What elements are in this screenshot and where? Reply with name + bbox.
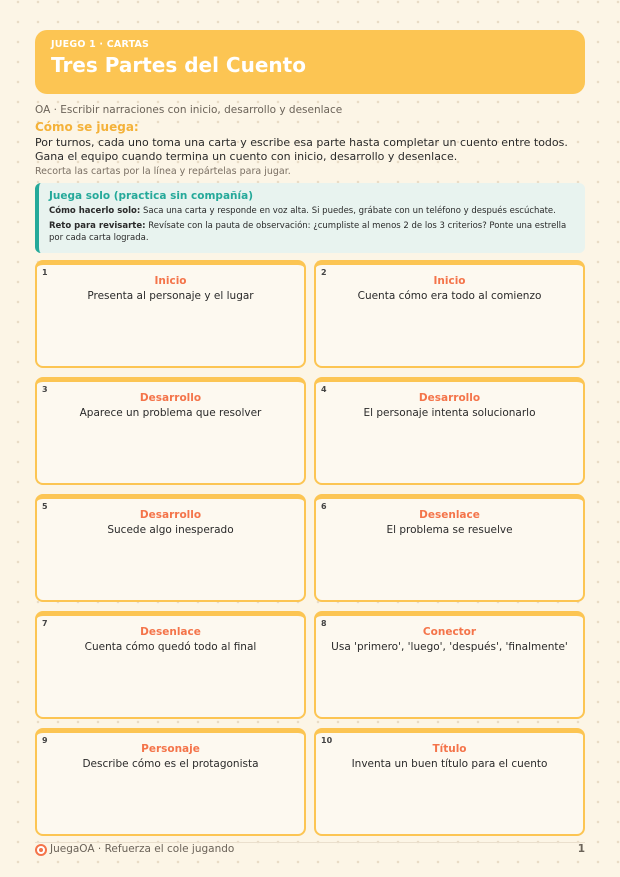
how-to-title: Cómo se juega:: [35, 120, 139, 134]
card-prompt: Cuenta cómo era todo al comienzo: [357, 290, 542, 302]
card-category: Inicio: [433, 275, 466, 287]
solo-how-label: Cómo hacerlo solo:: [49, 206, 141, 216]
card-category: Desarrollo: [139, 509, 202, 521]
solo-check-text: Revísate con la pauta de observación: ¿cumpliste al menos 2 de los 3 criterios? Ponte una estrella por cada carta lograda.: [49, 221, 567, 243]
card-prompt: Inventa un buen título para el cuento: [351, 758, 548, 770]
how-to-text: Por turnos, cada uno toma una carta y escribe esa parte hasta completar un cuento entre todos. Gana el equipo cuando termina un cuento con inicio, desarrollo y desenlace.: [35, 136, 568, 163]
title-banner: [35, 30, 585, 94]
learning-objective: OA · Escribir narraciones con inicio, desarrollo y desenlace: [35, 104, 343, 116]
card-category: Conector: [422, 626, 477, 638]
card-category: Título: [432, 743, 467, 755]
cut-note: Recorta las cartas por la línea y repártelas para jugar.: [35, 166, 291, 177]
story-card: [314, 728, 585, 836]
card-category: Desenlace: [140, 626, 201, 638]
solo-how: [49, 205, 575, 217]
story-card: [314, 260, 585, 368]
page-title: Tres Partes del Cuento: [51, 53, 306, 77]
card-category: Desarrollo: [418, 392, 481, 404]
story-card: [314, 494, 585, 602]
story-card: [35, 611, 306, 719]
card-prompt: El problema se resuelve: [386, 524, 513, 536]
card-number: 8: [321, 619, 327, 628]
card-prompt: Cuenta cómo quedó todo al final: [84, 641, 257, 653]
game-kicker: JUEGO 1 · CARTAS: [51, 39, 150, 50]
card-number: 5: [42, 502, 48, 511]
solo-title: Juega solo (practica sin compañía): [49, 190, 253, 202]
card-category: Desenlace: [419, 509, 480, 521]
story-card: [35, 260, 306, 368]
card-prompt: Usa 'primero', 'luego', 'después', 'finalmente': [331, 641, 568, 653]
page-number: 1: [577, 843, 585, 855]
card-category: Desarrollo: [139, 392, 202, 404]
card-prompt: Sucede algo inesperado: [107, 524, 234, 536]
card-number: 10: [321, 736, 333, 745]
target-icon: [35, 844, 47, 856]
card-number: 7: [42, 619, 48, 628]
solo-check: [49, 220, 575, 244]
card-category: Inicio: [154, 275, 187, 287]
solo-play-box: [35, 183, 585, 253]
card-prompt: Aparece un problema que resolver: [79, 407, 262, 419]
card-prompt: Describe cómo es el protagonista: [82, 758, 259, 770]
card-category: Personaje: [141, 743, 200, 755]
card-number: 6: [321, 502, 327, 511]
card-number: 3: [42, 385, 48, 394]
story-card: [35, 494, 306, 602]
story-card: [35, 728, 306, 836]
footer-brand: JuegaOA · Refuerza el cole jugando: [50, 843, 235, 855]
solo-how-text: Saca una carta y responde en voz alta. Si puedes, grábate con un teléfono y después escúchate.: [140, 206, 556, 216]
story-card: [314, 611, 585, 719]
card-prompt: Presenta al personaje y el lugar: [87, 290, 254, 302]
card-number: 9: [42, 736, 48, 745]
story-card: [314, 377, 585, 485]
card-number: 2: [321, 268, 327, 277]
solo-check-label: Reto para revisarte:: [49, 221, 146, 231]
card-prompt: El personaje intenta solucionarlo: [363, 407, 536, 419]
card-number: 4: [321, 385, 327, 394]
card-number: 1: [42, 268, 48, 277]
story-card: [35, 377, 306, 485]
